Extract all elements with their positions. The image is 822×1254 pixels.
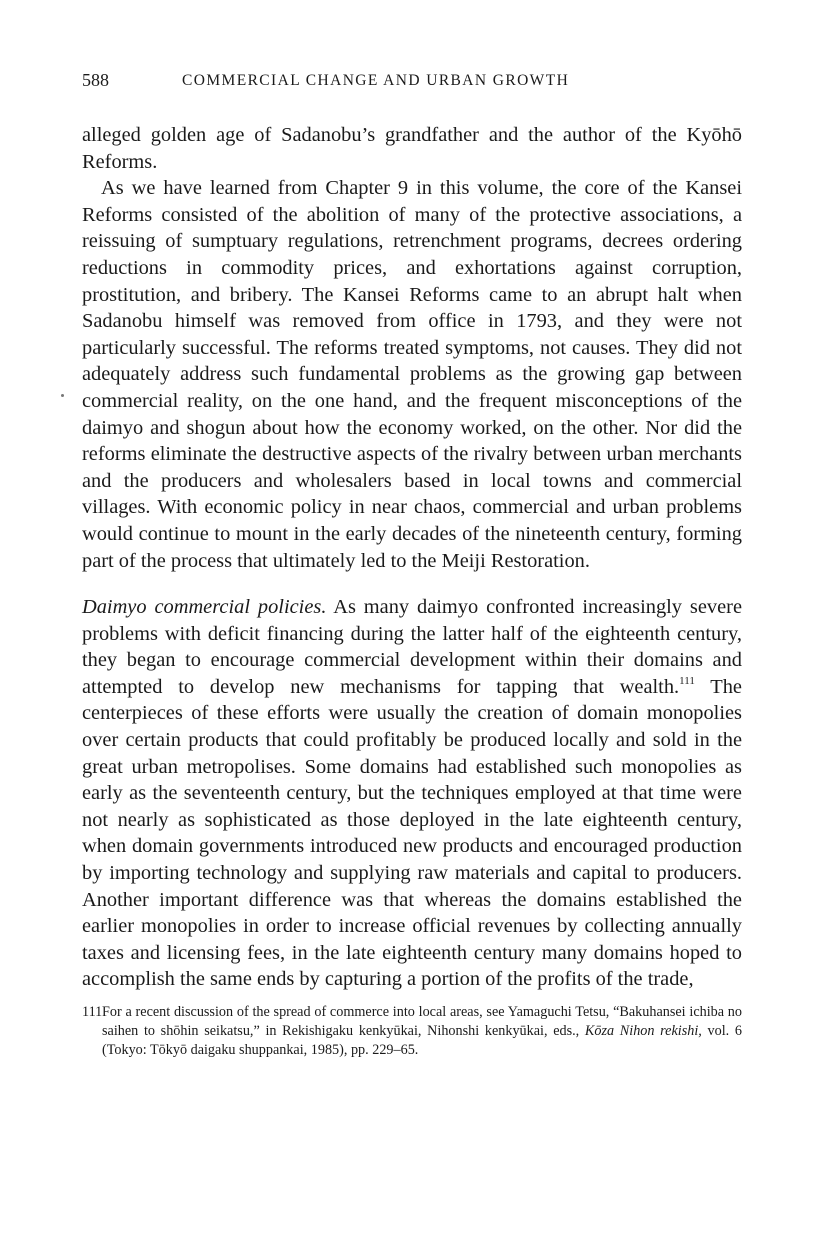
paragraph-1: alleged golden age of Sadanobu’s grandfather and the author of the Kyōhō Reforms. bbox=[82, 124, 742, 173]
footnote-text-b: vol. 6 (Tokyo: Tōkyō daigaku shuppankai, 1985), pp. 229–65. bbox=[102, 1023, 742, 1058]
running-title: COMMERCIAL CHANGE AND URBAN GROWTH bbox=[182, 72, 570, 89]
paragraph-3-text-b: The centerpieces of these efforts were usually the creation of domain monopolies over certain products that could profitably be produced locally and sold in the great urban metropolises. Some domains had established such monopolies as early as the seventeenth century, but the techniques employed at that time were not nearly as sophisticated as those deployed in the late eighteenth century, when domain governments introduced new products and encouraged production by importing technology and supplying raw materials and capital to producers. Another important difference was that whereas the domains established the earlier monopolies in order to increase official revenues by collecting annually taxes and licensing fees, in the late eighteenth century many domains hoped to accomplish the same ends by capturing a portion of the profits of the trade, bbox=[82, 675, 742, 991]
paragraph-3-text-a: As many daimyo confronted increasingly severe problems with deficit financing during the latter half of the eighteenth century, they began to encourage commercial development within their domains and attempted to develop new mechanisms for tapping that wealth. bbox=[82, 596, 742, 698]
body-text bbox=[82, 122, 742, 993]
section-heading: Daimyo commercial policies. bbox=[82, 596, 327, 619]
footnote-text-a: For a recent discussion of the spread of commerce into local areas, see Yamaguchi Tetsu, “Bakuhansei ichiba no saihen to shōhin seikatsu,” in Rekishigaku kenkyūkai, Nihonshi kenkyūkai, eds., bbox=[102, 1004, 742, 1039]
book-page bbox=[82, 70, 742, 1060]
footnote-reference: 111 bbox=[679, 674, 695, 687]
margin-mark bbox=[61, 394, 64, 397]
page-number: 588 bbox=[82, 70, 109, 90]
footnote-italic-title: Kōza Nihon rekishi, bbox=[584, 1023, 702, 1039]
paragraph-2: As we have learned from Chapter 9 in this volume, the core of the Kansei Reforms consisted of the abolition of many of the protective associations, a reissuing of sumptuary regulations, retrenchment programs, decrees ordering reductions in commodity prices, and exhortations against corruption, prostitution, and bribery. The Kansei Reforms came to an abrupt halt when Sadanobu himself was removed from office in 1793, and they were not particularly successful. The reforms treated symptoms, not causes. They did not adequately address such fundamental problems as the growing gap between commercial reality, on the one hand, and the frequent misconceptions of the daimyo and shogun about how the economy worked, on the other. Nor did the reforms eliminate the destructive aspects of the rivalry between urban merchants and the producers and wholesalers based in local towns and commercial villages. With economic policy in near chaos, commercial and urban problems would continue to mount in the early decades of the nineteenth century, forming part of the process that ultimately led to the Meiji Restoration. bbox=[82, 177, 742, 572]
footnote bbox=[82, 1003, 742, 1060]
running-head bbox=[82, 70, 742, 100]
footnote-number: 111 bbox=[82, 1004, 103, 1020]
paragraph-3 bbox=[82, 594, 742, 993]
